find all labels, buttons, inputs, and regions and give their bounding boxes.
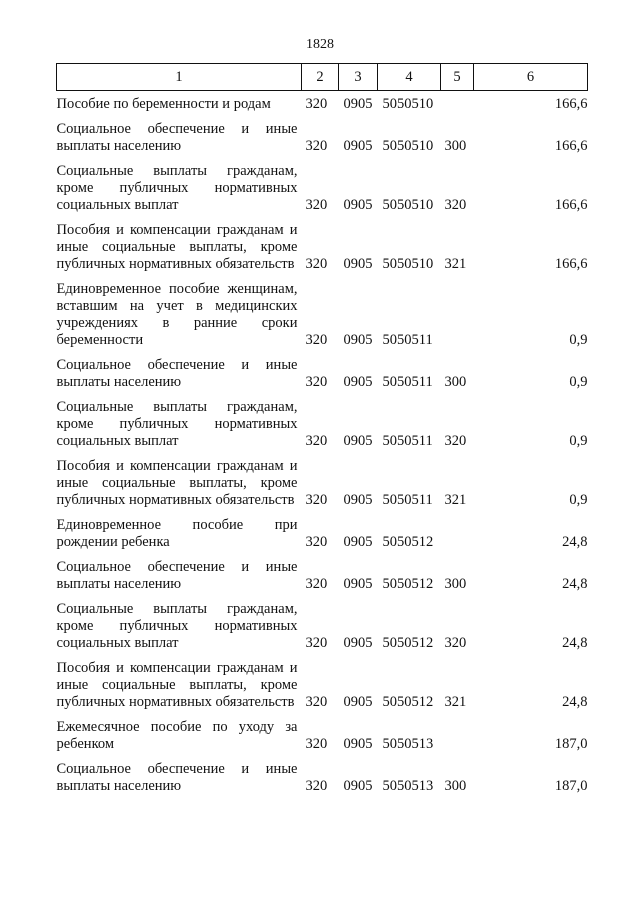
column-header-6: 6 <box>474 64 588 91</box>
row-code-target: 5050510 <box>382 96 434 112</box>
column-header-1: 1 <box>57 64 302 91</box>
row-code-section: 0905 <box>343 138 373 154</box>
row-code-expense-type <box>441 509 474 551</box>
row-amount: 0,9 <box>569 492 588 508</box>
budget-table <box>56 63 588 795</box>
table-row <box>57 113 588 155</box>
table-row <box>57 214 588 273</box>
row-amount: 166,6 <box>554 197 588 213</box>
column-header-3: 3 <box>339 64 378 91</box>
table-row <box>57 711 588 753</box>
table-body <box>57 91 588 796</box>
row-code-target: 5050512 <box>382 534 434 550</box>
row-description: Социальное обеспечение и иные выплаты населению <box>56 357 298 390</box>
row-code-ministry: 320 <box>305 576 328 592</box>
table-row <box>57 753 588 795</box>
row-code-ministry: 320 <box>305 332 328 348</box>
row-code-section: 0905 <box>343 492 373 508</box>
row-code-target: 5050510 <box>382 197 434 213</box>
row-code-ministry: 320 <box>305 492 328 508</box>
row-description: Социальное обеспечение и иные выплаты населению <box>56 559 298 592</box>
table-row <box>57 391 588 450</box>
row-code-target: 5050513 <box>382 736 434 752</box>
table-row <box>57 551 588 593</box>
row-amount: 24,8 <box>562 694 588 710</box>
header-row <box>57 64 588 91</box>
column-header-2: 2 <box>302 64 339 91</box>
row-code-target: 5050511 <box>382 492 433 508</box>
table-row <box>57 273 588 349</box>
row-description: Ежемесячное пособие по уходу за ребенком <box>56 719 298 752</box>
row-description: Социальные выплаты гражданам, кроме публичных нормативных социальных выплат <box>56 163 298 213</box>
row-code-ministry: 320 <box>305 374 328 390</box>
row-code-ministry: 320 <box>305 534 328 550</box>
row-code-ministry: 320 <box>305 256 328 272</box>
row-code-expense-type: 300 <box>444 374 467 390</box>
row-description: Социальное обеспечение и иные выплаты населению <box>56 121 298 154</box>
row-code-ministry: 320 <box>305 635 328 651</box>
row-code-target: 5050511 <box>382 374 433 390</box>
row-code-target: 5050512 <box>382 635 434 651</box>
row-amount: 24,8 <box>562 635 588 651</box>
row-code-expense-type <box>441 711 474 753</box>
row-code-ministry: 320 <box>305 138 328 154</box>
row-description: Социальные выплаты гражданам, кроме публичных нормативных социальных выплат <box>56 399 298 449</box>
row-code-expense-type: 321 <box>444 492 467 508</box>
row-code-expense-type: 321 <box>444 694 467 710</box>
row-code-section: 0905 <box>343 197 373 213</box>
table-header <box>57 64 588 91</box>
row-code-expense-type: 320 <box>444 197 467 213</box>
row-code-section: 0905 <box>343 534 373 550</box>
row-amount: 166,6 <box>554 96 588 112</box>
row-amount: 166,6 <box>554 138 588 154</box>
row-amount: 24,8 <box>562 534 588 550</box>
table-row <box>57 652 588 711</box>
row-code-target: 5050512 <box>382 694 434 710</box>
row-code-expense-type <box>441 91 474 114</box>
table-row <box>57 509 588 551</box>
row-code-section: 0905 <box>343 778 373 794</box>
row-code-ministry: 320 <box>305 96 328 112</box>
row-code-section: 0905 <box>343 694 373 710</box>
row-code-section: 0905 <box>343 374 373 390</box>
table-row <box>57 91 588 114</box>
row-code-expense-type: 300 <box>444 778 467 794</box>
column-header-4: 4 <box>378 64 441 91</box>
row-amount: 0,9 <box>569 433 588 449</box>
row-code-ministry: 320 <box>305 197 328 213</box>
row-code-section: 0905 <box>343 332 373 348</box>
row-code-ministry: 320 <box>305 694 328 710</box>
row-description: Пособие по беременности и родам <box>56 96 271 112</box>
table-row <box>57 450 588 509</box>
table-row <box>57 155 588 214</box>
table-row <box>57 593 588 652</box>
row-code-expense-type: 320 <box>444 433 467 449</box>
row-description: Социальное обеспечение и иные выплаты населению <box>56 761 298 794</box>
row-code-target: 5050510 <box>382 138 434 154</box>
page-number: 1828 <box>306 37 334 52</box>
row-code-expense-type <box>441 273 474 349</box>
row-description: Социальные выплаты гражданам, кроме публичных нормативных социальных выплат <box>56 601 298 651</box>
row-description: Пособия и компенсации гражданам и иные социальные выплаты, кроме публичных нормативных обязательств <box>56 660 298 710</box>
row-amount: 187,0 <box>554 736 588 752</box>
row-amount: 0,9 <box>569 374 588 390</box>
row-code-target: 5050511 <box>382 332 433 348</box>
row-code-section: 0905 <box>343 433 373 449</box>
row-amount: 24,8 <box>562 576 588 592</box>
row-code-ministry: 320 <box>305 433 328 449</box>
row-code-section: 0905 <box>343 736 373 752</box>
row-code-ministry: 320 <box>305 736 328 752</box>
row-code-ministry: 320 <box>305 778 328 794</box>
row-code-target: 5050510 <box>382 256 434 272</box>
row-code-expense-type: 300 <box>444 576 467 592</box>
row-code-section: 0905 <box>343 576 373 592</box>
row-code-expense-type: 300 <box>444 138 467 154</box>
row-code-section: 0905 <box>343 256 373 272</box>
table-row <box>57 349 588 391</box>
row-code-expense-type: 321 <box>444 256 467 272</box>
row-description: Единовременное пособие женщинам, вставшим на учет в медицинских учреждениях в ранние сроки беременности <box>56 281 298 348</box>
row-description: Единовременное пособие при рождении ребенка <box>56 517 298 550</box>
row-code-target: 5050512 <box>382 576 434 592</box>
row-description: Пособия и компенсации гражданам и иные социальные выплаты, кроме публичных нормативных обязательств <box>56 222 298 272</box>
row-amount: 187,0 <box>554 778 588 794</box>
row-code-section: 0905 <box>343 635 373 651</box>
row-amount: 0,9 <box>569 332 588 348</box>
row-code-target: 5050511 <box>382 433 433 449</box>
row-amount: 166,6 <box>554 256 588 272</box>
column-header-5: 5 <box>441 64 474 91</box>
row-code-section: 0905 <box>343 96 373 112</box>
row-code-target: 5050513 <box>382 778 434 794</box>
row-description: Пособия и компенсации гражданам и иные социальные выплаты, кроме публичных нормативных обязательств <box>56 458 298 508</box>
row-code-expense-type: 320 <box>444 635 467 651</box>
